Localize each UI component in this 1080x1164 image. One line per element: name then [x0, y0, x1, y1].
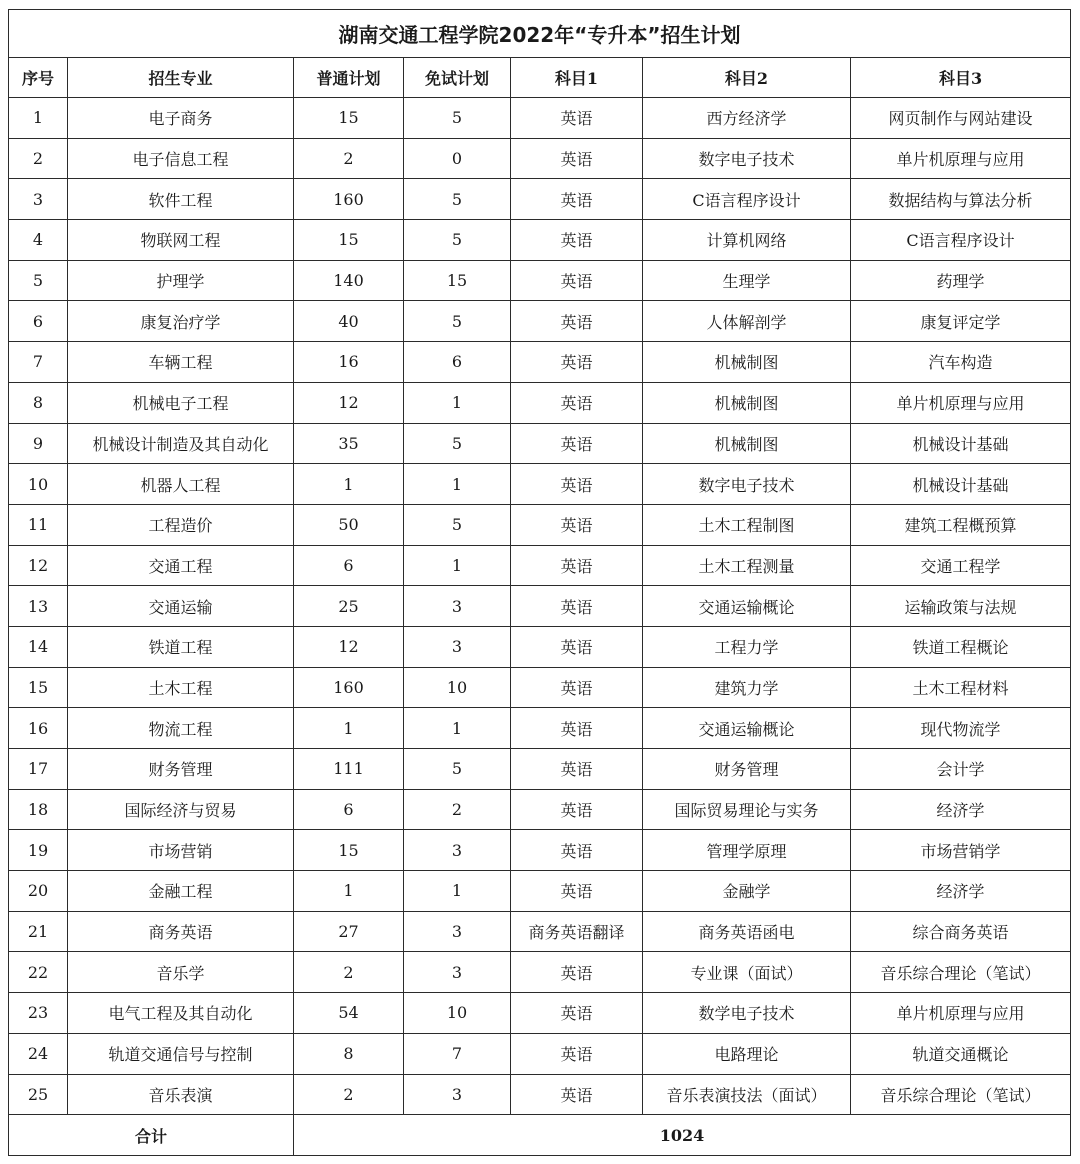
cell-subject-3: 市场营销学: [851, 830, 1071, 871]
cell-subject-1: 英语: [511, 504, 643, 545]
cell-regular-plan: 54: [294, 993, 404, 1034]
cell-index: 22: [9, 952, 68, 993]
header-subject-1: 科目1: [511, 58, 643, 98]
cell-subject-3: 机械设计基础: [851, 464, 1071, 505]
table-row: [9, 952, 1071, 993]
cell-regular-plan: 12: [294, 382, 404, 423]
cell-subject-1: 英语: [511, 342, 643, 383]
cell-regular-plan: 25: [294, 586, 404, 627]
cell-exempt-plan: 7: [404, 1033, 511, 1074]
cell-index: 2: [9, 138, 68, 179]
cell-index: 14: [9, 626, 68, 667]
cell-regular-plan: 2: [294, 138, 404, 179]
cell-subject-2: 财务管理: [643, 749, 851, 790]
cell-subject-3: 建筑工程概预算: [851, 504, 1071, 545]
cell-subject-1: 英语: [511, 708, 643, 749]
cell-subject-2: 管理学原理: [643, 830, 851, 871]
cell-index: 1: [9, 98, 68, 139]
cell-subject-3: 汽车构造: [851, 342, 1071, 383]
cell-exempt-plan: 6: [404, 342, 511, 383]
cell-subject-3: 音乐综合理论（笔试）: [851, 1074, 1071, 1115]
cell-subject-3: 土木工程材料: [851, 667, 1071, 708]
cell-regular-plan: 50: [294, 504, 404, 545]
cell-subject-1: 英语: [511, 260, 643, 301]
cell-subject-2: 计算机网络: [643, 220, 851, 261]
cell-index: 23: [9, 993, 68, 1034]
cell-index: 24: [9, 1033, 68, 1074]
table-row: [9, 382, 1071, 423]
cell-major: 软件工程: [68, 179, 294, 220]
cell-major: 土木工程: [68, 667, 294, 708]
cell-major: 交通运输: [68, 586, 294, 627]
cell-index: 7: [9, 342, 68, 383]
cell-subject-3: 单片机原理与应用: [851, 382, 1071, 423]
cell-major: 机械电子工程: [68, 382, 294, 423]
cell-subject-2: C语言程序设计: [643, 179, 851, 220]
cell-subject-2: 专业课（面试）: [643, 952, 851, 993]
cell-index: 10: [9, 464, 68, 505]
header-subject-3: 科目3: [851, 58, 1071, 98]
cell-subject-2: 土木工程制图: [643, 504, 851, 545]
cell-exempt-plan: 10: [404, 993, 511, 1034]
cell-subject-1: 英语: [511, 952, 643, 993]
cell-exempt-plan: 3: [404, 830, 511, 871]
cell-subject-3: 交通工程学: [851, 545, 1071, 586]
cell-subject-1: 英语: [511, 871, 643, 912]
cell-exempt-plan: 0: [404, 138, 511, 179]
cell-subject-2: 西方经济学: [643, 98, 851, 139]
cell-subject-2: 商务英语函电: [643, 911, 851, 952]
total-label: 合计: [9, 1115, 294, 1156]
total-row: [9, 1115, 1071, 1156]
cell-subject-2: 国际贸易理论与实务: [643, 789, 851, 830]
cell-index: 6: [9, 301, 68, 342]
table-row: [9, 260, 1071, 301]
cell-subject-1: 英语: [511, 993, 643, 1034]
cell-exempt-plan: 5: [404, 98, 511, 139]
cell-subject-1: 英语: [511, 1033, 643, 1074]
cell-index: 18: [9, 789, 68, 830]
cell-regular-plan: 140: [294, 260, 404, 301]
table-row: [9, 301, 1071, 342]
cell-index: 4: [9, 220, 68, 261]
table-row: [9, 789, 1071, 830]
table-row: [9, 667, 1071, 708]
cell-exempt-plan: 5: [404, 301, 511, 342]
cell-subject-2: 机械制图: [643, 342, 851, 383]
header-exempt-plan: 免试计划: [404, 58, 511, 98]
table-row: [9, 586, 1071, 627]
table-row: [9, 342, 1071, 383]
table-row: [9, 871, 1071, 912]
cell-index: 21: [9, 911, 68, 952]
cell-exempt-plan: 5: [404, 423, 511, 464]
table-row: [9, 504, 1071, 545]
cell-subject-3: 现代物流学: [851, 708, 1071, 749]
table-row: [9, 423, 1071, 464]
cell-exempt-plan: 5: [404, 179, 511, 220]
cell-subject-1: 英语: [511, 382, 643, 423]
cell-subject-1: 英语: [511, 667, 643, 708]
cell-subject-3: 单片机原理与应用: [851, 993, 1071, 1034]
cell-subject-1: 英语: [511, 626, 643, 667]
table-row: [9, 626, 1071, 667]
header-subject-2: 科目2: [643, 58, 851, 98]
cell-major: 音乐学: [68, 952, 294, 993]
cell-subject-3: 数据结构与算法分析: [851, 179, 1071, 220]
table-row: [9, 749, 1071, 790]
cell-regular-plan: 12: [294, 626, 404, 667]
cell-subject-1: 英语: [511, 220, 643, 261]
cell-major: 车辆工程: [68, 342, 294, 383]
cell-major: 机器人工程: [68, 464, 294, 505]
table-row: [9, 138, 1071, 179]
cell-major: 交通工程: [68, 545, 294, 586]
cell-subject-1: 商务英语翻译: [511, 911, 643, 952]
cell-subject-1: 英语: [511, 464, 643, 505]
cell-subject-2: 工程力学: [643, 626, 851, 667]
cell-subject-1: 英语: [511, 301, 643, 342]
cell-subject-3: 会计学: [851, 749, 1071, 790]
cell-regular-plan: 8: [294, 1033, 404, 1074]
cell-subject-1: 英语: [511, 138, 643, 179]
cell-regular-plan: 16: [294, 342, 404, 383]
header-row: [9, 58, 1071, 98]
cell-subject-2: 人体解剖学: [643, 301, 851, 342]
cell-major: 国际经济与贸易: [68, 789, 294, 830]
cell-subject-1: 英语: [511, 586, 643, 627]
cell-subject-2: 数字电子技术: [643, 138, 851, 179]
cell-subject-1: 英语: [511, 423, 643, 464]
table-row: [9, 708, 1071, 749]
cell-regular-plan: 2: [294, 1074, 404, 1115]
cell-index: 15: [9, 667, 68, 708]
cell-index: 16: [9, 708, 68, 749]
cell-subject-1: 英语: [511, 789, 643, 830]
cell-regular-plan: 35: [294, 423, 404, 464]
cell-major: 音乐表演: [68, 1074, 294, 1115]
cell-exempt-plan: 2: [404, 789, 511, 830]
cell-regular-plan: 40: [294, 301, 404, 342]
cell-subject-3: C语言程序设计: [851, 220, 1071, 261]
table-title: 湖南交通工程学院2022年“专升本”招生计划: [9, 10, 1071, 58]
cell-major: 电子商务: [68, 98, 294, 139]
cell-subject-2: 金融学: [643, 871, 851, 912]
cell-index: 8: [9, 382, 68, 423]
cell-exempt-plan: 5: [404, 504, 511, 545]
cell-major: 康复治疗学: [68, 301, 294, 342]
cell-subject-2: 电路理论: [643, 1033, 851, 1074]
cell-exempt-plan: 1: [404, 708, 511, 749]
cell-major: 市场营销: [68, 830, 294, 871]
cell-index: 19: [9, 830, 68, 871]
cell-major: 电气工程及其自动化: [68, 993, 294, 1034]
cell-major: 金融工程: [68, 871, 294, 912]
cell-subject-1: 英语: [511, 179, 643, 220]
cell-subject-1: 英语: [511, 98, 643, 139]
cell-index: 17: [9, 749, 68, 790]
table-row: [9, 993, 1071, 1034]
cell-subject-2: 数字电子技术: [643, 464, 851, 505]
cell-regular-plan: 15: [294, 98, 404, 139]
cell-subject-2: 土木工程测量: [643, 545, 851, 586]
cell-major: 财务管理: [68, 749, 294, 790]
cell-index: 3: [9, 179, 68, 220]
cell-subject-3: 运输政策与法规: [851, 586, 1071, 627]
cell-subject-2: 音乐表演技法（面试）: [643, 1074, 851, 1115]
cell-index: 9: [9, 423, 68, 464]
cell-regular-plan: 111: [294, 749, 404, 790]
cell-major: 物流工程: [68, 708, 294, 749]
cell-regular-plan: 160: [294, 179, 404, 220]
cell-subject-1: 英语: [511, 545, 643, 586]
cell-subject-2: 交通运输概论: [643, 586, 851, 627]
cell-subject-1: 英语: [511, 749, 643, 790]
cell-subject-2: 交通运输概论: [643, 708, 851, 749]
cell-exempt-plan: 1: [404, 871, 511, 912]
enrollment-plan-table: [8, 9, 1071, 1156]
cell-exempt-plan: 3: [404, 911, 511, 952]
cell-subject-3: 经济学: [851, 789, 1071, 830]
cell-major: 工程造价: [68, 504, 294, 545]
cell-exempt-plan: 10: [404, 667, 511, 708]
cell-index: 13: [9, 586, 68, 627]
cell-major: 商务英语: [68, 911, 294, 952]
table-row: [9, 98, 1071, 139]
cell-subject-1: 英语: [511, 1074, 643, 1115]
cell-index: 5: [9, 260, 68, 301]
header-index: 序号: [9, 58, 68, 98]
cell-regular-plan: 1: [294, 464, 404, 505]
cell-subject-3: 音乐综合理论（笔试）: [851, 952, 1071, 993]
cell-exempt-plan: 1: [404, 382, 511, 423]
table-row: [9, 464, 1071, 505]
cell-subject-3: 经济学: [851, 871, 1071, 912]
cell-exempt-plan: 1: [404, 464, 511, 505]
cell-major: 机械设计制造及其自动化: [68, 423, 294, 464]
cell-regular-plan: 2: [294, 952, 404, 993]
cell-subject-3: 康复评定学: [851, 301, 1071, 342]
cell-subject-2: 机械制图: [643, 423, 851, 464]
table-row: [9, 1033, 1071, 1074]
table-row: [9, 1074, 1071, 1115]
cell-regular-plan: 15: [294, 220, 404, 261]
cell-major: 铁道工程: [68, 626, 294, 667]
cell-regular-plan: 6: [294, 545, 404, 586]
cell-exempt-plan: 3: [404, 586, 511, 627]
cell-major: 电子信息工程: [68, 138, 294, 179]
cell-exempt-plan: 5: [404, 749, 511, 790]
cell-regular-plan: 1: [294, 871, 404, 912]
cell-subject-2: 生理学: [643, 260, 851, 301]
header-regular-plan: 普通计划: [294, 58, 404, 98]
cell-subject-3: 网页制作与网站建设: [851, 98, 1071, 139]
cell-index: 20: [9, 871, 68, 912]
title-row: [9, 10, 1071, 58]
cell-subject-3: 铁道工程概论: [851, 626, 1071, 667]
cell-regular-plan: 27: [294, 911, 404, 952]
cell-exempt-plan: 3: [404, 1074, 511, 1115]
cell-subject-3: 综合商务英语: [851, 911, 1071, 952]
cell-exempt-plan: 15: [404, 260, 511, 301]
header-major: 招生专业: [68, 58, 294, 98]
cell-regular-plan: 15: [294, 830, 404, 871]
cell-subject-2: 机械制图: [643, 382, 851, 423]
cell-regular-plan: 1: [294, 708, 404, 749]
cell-subject-1: 英语: [511, 830, 643, 871]
cell-subject-2: 数学电子技术: [643, 993, 851, 1034]
cell-index: 12: [9, 545, 68, 586]
table-row: [9, 545, 1071, 586]
cell-index: 11: [9, 504, 68, 545]
total-value: 1024: [294, 1115, 1071, 1156]
table-row: [9, 830, 1071, 871]
cell-subject-3: 轨道交通概论: [851, 1033, 1071, 1074]
cell-subject-3: 机械设计基础: [851, 423, 1071, 464]
cell-index: 25: [9, 1074, 68, 1115]
cell-major: 轨道交通信号与控制: [68, 1033, 294, 1074]
table-row: [9, 179, 1071, 220]
cell-exempt-plan: 1: [404, 545, 511, 586]
cell-exempt-plan: 5: [404, 220, 511, 261]
table-row: [9, 911, 1071, 952]
cell-major: 护理学: [68, 260, 294, 301]
cell-major: 物联网工程: [68, 220, 294, 261]
cell-exempt-plan: 3: [404, 626, 511, 667]
cell-subject-2: 建筑力学: [643, 667, 851, 708]
cell-exempt-plan: 3: [404, 952, 511, 993]
cell-subject-3: 单片机原理与应用: [851, 138, 1071, 179]
cell-regular-plan: 6: [294, 789, 404, 830]
cell-subject-3: 药理学: [851, 260, 1071, 301]
cell-regular-plan: 160: [294, 667, 404, 708]
table-row: [9, 220, 1071, 261]
